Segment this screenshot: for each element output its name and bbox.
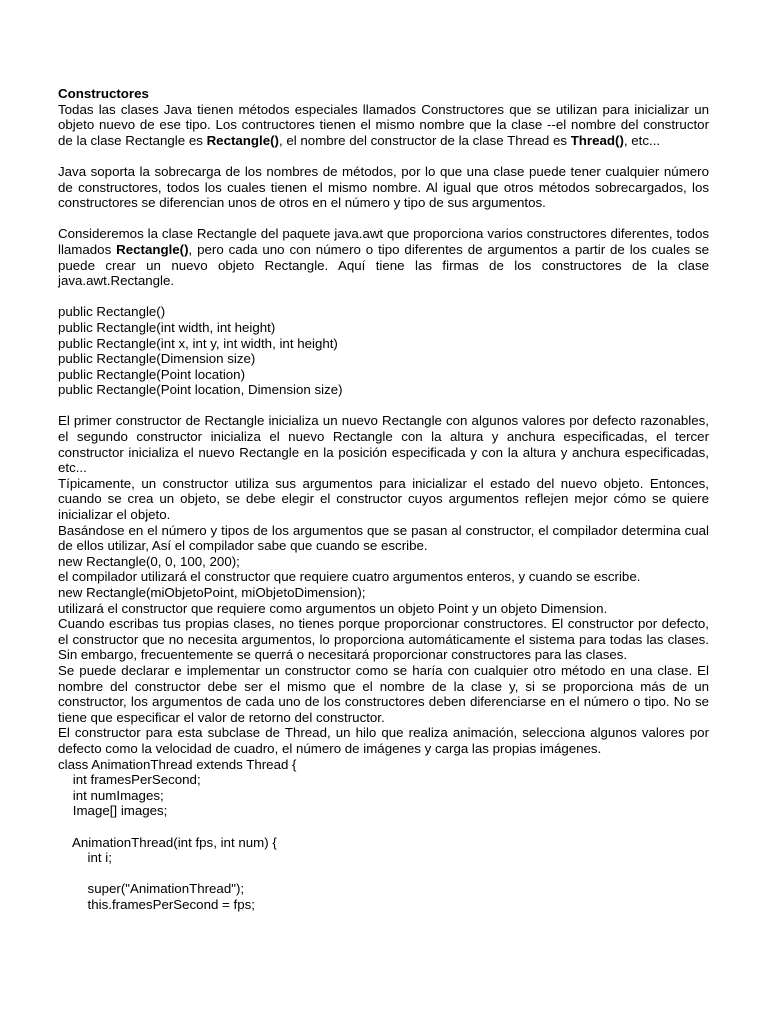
text-run: , etc... [623, 132, 661, 148]
body-paragraph: utilizará el constructor que requiere como argumentos un objeto Point y un objeto Dimension. [58, 600, 608, 616]
text-run: , pero cada uno con número o tipo diferentes de argumentos a partir de los cuales se puede crear un nuevo objeto Rectangle. Aquí tiene las firmas de los constructores de la clase java.awt.Rectangle. [58, 241, 709, 289]
section-title: Constructores [58, 86, 149, 101]
body-paragraph: Típicamente, un constructor utiliza sus argumentos para inicializar el estado del nuevo objeto. Entonces, cuando se crea un objeto, se debe elegir el constructor cuyos argumentos reflejen mejor cómo se quiere inicializar el objeto. [58, 475, 709, 523]
signature-line: public Rectangle(Dimension size) [58, 351, 256, 367]
code-line: int framesPerSecond; [58, 772, 201, 788]
bold-term: Rectangle() [116, 241, 189, 257]
code-line: super("AnimationThread"); [58, 881, 245, 897]
signature-line: public Rectangle(int width, int height) [58, 319, 276, 335]
code-line: this.framesPerSecond = fps; [58, 896, 255, 912]
blank-line [58, 866, 709, 882]
bold-term: Rectangle() [206, 132, 279, 148]
code-block [58, 757, 709, 913]
bold-term: Thread() [570, 132, 624, 148]
blank-line [58, 819, 709, 835]
code-line: int numImages; [58, 787, 164, 803]
signature-line: public Rectangle(Point location) [58, 366, 246, 382]
text-run: Consideremos la clase Rectangle del paquete java.awt que proporciona varios constructores diferentes, todos llamados [58, 226, 709, 257]
code-line: int i; [58, 850, 112, 866]
document-page [58, 86, 709, 912]
body-paragraph: Cuando escribas tus propias clases, no tienes porque proporcionar constructores. El constructor por defecto, el constructor que no necesita argumentos, lo proporciona automáticamente el sistema para todas las clases. Sin embargo, frecuentemente se querrá o necesitará proporcionar constructores para las clases. [58, 616, 709, 663]
paragraph-overloading: Java soporta la sobrecarga de los nombres de métodos, por lo que una clase puede tener cualquier número de constructores, todos los cuales tienen el mismo nombre. Al igual que otros métodos sobrecargados, los constructores se diferencian unos de otros en el número y tipo de sus argumentos. [58, 163, 709, 211]
body-paragraph: El primer constructor de Rectangle inicializa un nuevo Rectangle con algunos valores por defecto razonables, el segundo constructor inicializa el nuevo Rectangle con la altura y anchura especificadas, el tercer constructor inicializa el nuevo Rectangle en la posición especificada y con la altura y anchura especificadas, etc... [58, 413, 709, 476]
body-paragraph: Basándose en el número y tipos de los argumentos que se pasan al constructor, el compilador determina cual de ellos utilizar, Así el compilador sabe que cuando se escribe. [58, 522, 709, 554]
signature-list [58, 304, 709, 398]
body-paragraph: Se puede declarar e implementar un constructor como se haría con cualquier otro método en una clase. El nombre del constructor debe ser el mismo que el nombre de la clase y, si se proporciona más de un constructor, los argumentos de cada uno de los constructores deben diferenciarse en el número o tipo. No se tiene que especificar el valor de retorno del constructor. [58, 662, 709, 725]
text-run: Todas las clases Java tienen métodos especiales llamados Constructores que se utilizan para inicializar un objeto nuevo de ese tipo. Los contructores tienen el mismo nombre que la clase --el nombre del constructor de la clase Rectangle es [58, 101, 709, 148]
code-example: new Rectangle(0, 0, 100, 200); [58, 553, 240, 569]
body-paragraph: El constructor para esta subclase de Thread, un hilo que realiza animación, selecciona algunos valores por defecto como la velocidad de cuadro, el número de imágenes y carga las propias imágenes. [58, 725, 709, 756]
blank-line [58, 211, 709, 227]
blank-line [58, 148, 709, 164]
blank-line [58, 398, 709, 414]
signature-line: public Rectangle(Point location, Dimension size) [58, 382, 343, 398]
code-example: new Rectangle(miObjetoPoint, miObjetoDimension); [58, 585, 366, 600]
signature-line: public Rectangle() [58, 304, 166, 320]
signature-line: public Rectangle(int x, int y, int width, int height) [58, 335, 338, 351]
body-paragraph: el compilador utilizará el constructor que requiere cuatro argumentos enteros, y cuando se escribe. [58, 569, 641, 585]
code-line: class AnimationThread extends Thread { [58, 756, 297, 772]
text-run: , el nombre del constructor de la clase Thread es [278, 132, 571, 148]
code-line: Image[] images; [58, 803, 168, 819]
paragraph-intro [58, 102, 709, 149]
paragraph-rectangle [58, 226, 709, 288]
code-line: AnimationThread(int fps, int num) { [58, 834, 277, 850]
blank-line [58, 289, 709, 305]
